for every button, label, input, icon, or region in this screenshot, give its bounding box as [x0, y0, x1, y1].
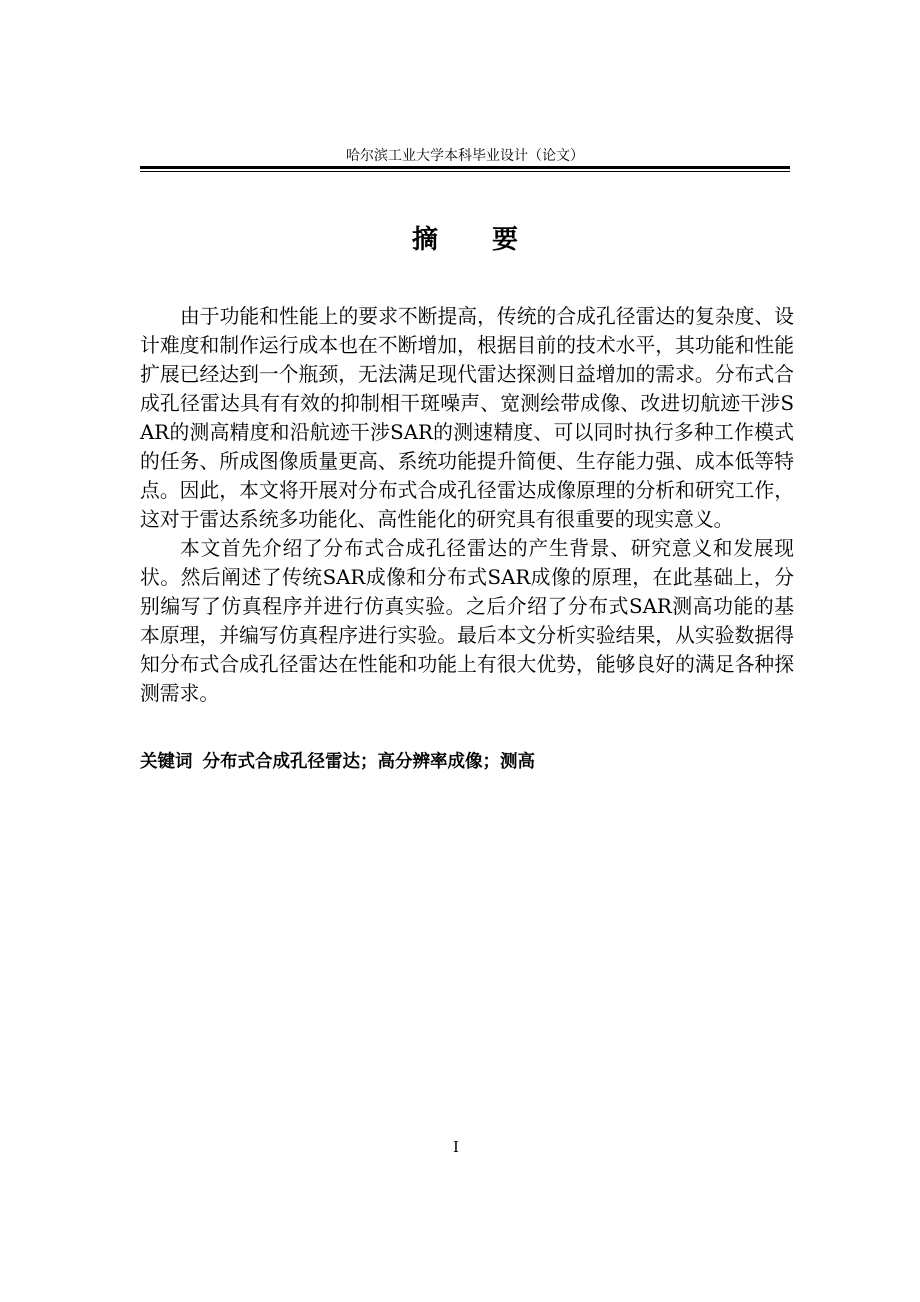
header-rule	[140, 166, 790, 172]
running-header: 哈尔滨工业大学本科毕业设计（论文）	[346, 148, 584, 164]
page-title: 摘要	[411, 225, 572, 255]
abstract-paragraph-2: 本文首先介绍了分布式合成孔径雷达的产生背景、研究意义和发展现状。然后阐述了传统SAR成像和分布式SAR成像的原理，在此基础上，分别编写了仿真程序并进行仿真实验。之后介绍了分布式SAR测高功能的基本原理，并编写仿真程序进行实验。最后本文分析实验结果，从实验数据得知分布式合成孔径雷达在性能和功能上有很大优势，能够良好的满足各种探测需求。	[140, 537, 794, 705]
keywords-label: 关键词	[140, 752, 193, 772]
page-number: I	[453, 1138, 459, 1156]
header-rule-thin	[140, 171, 790, 172]
abstract-body	[140, 302, 794, 708]
header-rule-thick	[140, 166, 790, 169]
keywords-text: 分布式合成孔径雷达；高分辨率成像；测高	[202, 752, 535, 772]
keywords-line	[140, 748, 790, 776]
abstract-paragraph-1: 由于功能和性能上的要求不断提高，传统的合成孔径雷达的复杂度、设计难度和制作运行成本也在不断增加，根据目前的技术水平，其功能和性能扩展已经达到一个瓶颈，无法满足现代雷达探测日益增加的需求。分布式合成孔径雷达具有有效的抑制相干斑噪声、宽测绘带成像、改进切航迹干涉SAR的测高精度和沿航迹干涉SAR的测速精度、可以同时执行多种工作模式的任务、所成图像质量更高、系统功能提升简便、生存能力强、成本低等特点。因此，本文将开展对分布式合成孔径雷达成像原理的分析和研究工作，这对于雷达系统多功能化、高性能化的研究具有很重要的现实意义。	[140, 305, 794, 531]
